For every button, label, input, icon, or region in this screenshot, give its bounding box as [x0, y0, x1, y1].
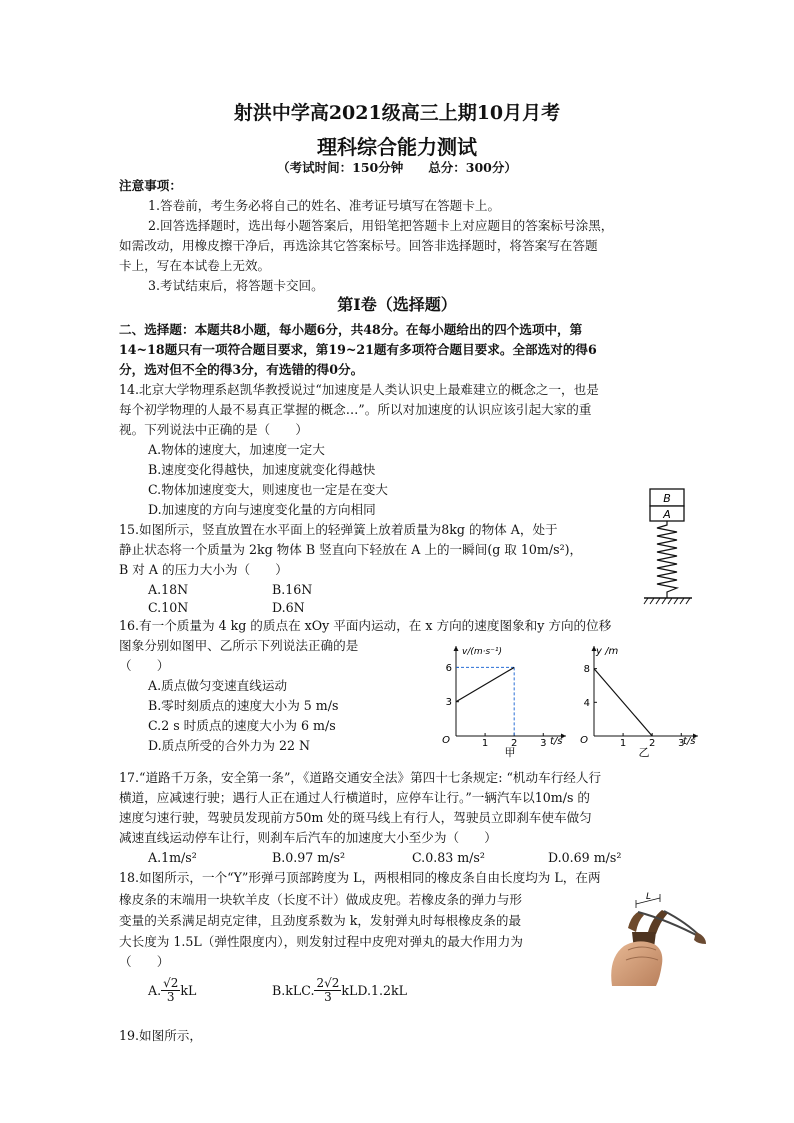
notice-line: 3.考试结束后，将答题卡交回。 — [148, 278, 324, 293]
q18-options-bcd — [272, 972, 407, 1008]
chart-yi — [578, 640, 708, 760]
spring — [657, 521, 677, 598]
q17-option-b: B.0.97 m/s² — [272, 850, 345, 865]
origin-label: O — [442, 735, 450, 746]
chart-jia — [440, 640, 570, 760]
section-title: 第I卷（选择题） — [337, 295, 457, 314]
instruction-line: 14~18题只有一项符合题目要求，第19~21题有多项符合题目要求。全部选对的得6 — [119, 342, 597, 357]
q15-stem: 15.如图所示，竖直放置在水平面上的轻弹簧上放着质量为8kg 的物体 A，处于 — [119, 522, 558, 537]
q17-option-c: C.0.83 m/s² — [412, 850, 485, 865]
notice-line: 1.答卷前，考生务必将自己的姓名、准考证号填写在答题卡上。 — [148, 198, 501, 213]
q16-stem: 图象分别如图甲、乙所示下列说法正确的是 — [119, 638, 359, 653]
y-tick-label: 4 — [583, 697, 590, 709]
chart-title: 甲 — [504, 746, 516, 759]
y-tick-label: 6 — [445, 662, 452, 674]
q16-option-b: B.零时刻质点的速度大小为 5 m/s — [148, 698, 339, 713]
notice-line: 2.回答选择题时，选出每小题答案后，用铅笔把答题卡上对应题目的答案标号涂黑， — [148, 218, 614, 233]
q17-option-a: A.1m/s² — [148, 850, 197, 865]
x-tick-label: 2 — [648, 738, 656, 749]
q16-stem: （ ） — [119, 658, 170, 673]
chart-title: 乙 — [638, 746, 650, 759]
y-axis-label: v/(m·s⁻¹) — [462, 647, 503, 657]
x-axis-label: t/s — [683, 736, 696, 747]
instruction-line: 二、选择题：本题共8小题，每小题6分，共48分。在每小题给出的四个选项中，第 — [119, 322, 583, 337]
x-tick-label: 3 — [678, 738, 685, 749]
y-tick-label: 8 — [583, 664, 590, 676]
origin-label: O — [580, 735, 588, 746]
q14-stem: 每个初学物理的人最不易真正掌握的概念…”。所以对加速度的认识应该引起大家的重 — [119, 402, 592, 417]
q18-option-bc-prefix: B.kLC. — [272, 982, 315, 998]
y-tick-label: 3 — [445, 697, 452, 709]
span-label: L — [646, 892, 652, 902]
q14-option-a: A.物体的速度大，加速度一定大 — [148, 442, 325, 457]
q18-option-a-suffix: kL — [180, 982, 197, 998]
x-tick-label: 3 — [540, 738, 547, 749]
ground-hatch — [644, 598, 690, 604]
q16-option-d: D.质点所受的合外力为 22 N — [148, 738, 311, 753]
q17-stem: 17.“道路千万条，安全第一条”，《道路交通安全法》第四十七条规定: “机动车行经人行 — [119, 770, 602, 785]
q18-stem: 橡皮条的末端用一块软羊皮（长度不计）做成皮兜。若橡皮条的弹力与形 — [119, 892, 522, 907]
notice-heading: 注意事项： — [119, 178, 182, 193]
q14-stem: 14.北京大学物理系赵凯华教授说过“加速度是人类认识史上最难建立的概念之一，也是 — [119, 382, 599, 397]
q17-option-d: D.0.69 m/s² — [548, 850, 622, 865]
q15-option-d: D.6N — [272, 600, 305, 615]
block-a-label: A — [663, 508, 671, 521]
q16-stem: 16.有一个质量为 4 kg 的质点在 xOy 平面内运动，在 x 方向的速度图象和y 方向的位移 — [119, 618, 612, 633]
notice-line: 如需改动，用橡皮擦干净后，再选涂其它答案标号。回答非选择题时，将答案写在答题 — [119, 238, 598, 253]
slingshot-figure — [598, 888, 710, 986]
exam-subtitle: 理科综合能力测试 — [317, 135, 477, 159]
fraction-numerator: 2√2 — [316, 975, 340, 990]
q15-option-b: B.16N — [272, 582, 313, 597]
instruction-line: 分，选对但不全的得3分，有选错的得0分。 — [119, 362, 364, 377]
q18-option-a — [148, 972, 196, 1008]
q17-stem: 减速直线运动停车让行，则刹车后汽车的加速度大小至少为（ ） — [119, 830, 497, 845]
q18-stem: 变量的关系满足胡克定律，且劲度系数为 k，发射弹丸时每根橡皮条的最 — [119, 913, 522, 928]
q18-option-c-fraction — [314, 977, 341, 1004]
x-tick-label: 1 — [619, 738, 627, 749]
q14-option-c: C.物体加速度变大，则速度也一定是在变大 — [148, 482, 388, 497]
q15-stem: B 对 A 的压力大小为（ ） — [119, 562, 288, 577]
q19-stem: 19.如图所示， — [119, 1028, 202, 1043]
block-b-label: B — [663, 492, 671, 505]
q18-stem: 大长度为 1.5L（弹性限度内），则发射过程中皮兜对弹丸的最大作用力为 — [119, 934, 523, 949]
q15-option-c: C.10N — [148, 600, 189, 615]
q16-option-a: A.质点做匀变速直线运动 — [148, 678, 288, 693]
q18-option-a-fraction — [161, 977, 180, 1004]
q14-option-d: D.加速度的方向与速度变化量的方向相同 — [148, 502, 376, 517]
y-axis-label: y /m — [596, 646, 619, 657]
q18-option-c-suffix: kLD.1.2kL — [341, 982, 408, 998]
q17-stem: 横道，应减速行驶；遇行人正在通过人行横道时，应停车让行。”一辆汽车以10m/s 的 — [119, 790, 591, 805]
q14-stem: 视。下列说法中正确的是（ ） — [119, 422, 308, 437]
spring-figure — [640, 486, 700, 606]
q18-option-a-prefix: A. — [148, 982, 162, 998]
q18-stem: 18.如图所示，一个“Y”形弹弓顶部跨度为 L，两根相同的橡皮条自由长度均为 L，在两 — [119, 870, 601, 885]
fraction-denominator: 3 — [166, 989, 175, 1004]
x-axis-label: t/s — [550, 736, 563, 747]
x-tick-label: 2 — [510, 738, 518, 749]
q15-option-a: A.18N — [148, 582, 189, 597]
series-line — [594, 669, 652, 736]
q15-stem: 静止状态将一个质量为 2kg 物体 B 竖直向下轻放在 A 上的一瞬间(g 取 10m/s²)， — [119, 542, 583, 557]
exam-title: 射洪中学高2021级高三上期10月月考 — [233, 102, 561, 124]
notice-line: 卡上，写在本试卷上无效。 — [119, 258, 271, 273]
exam-info: （考试时间：150分钟 总分：300分） — [277, 160, 517, 175]
series-line — [456, 667, 514, 701]
q14-option-b: B.速度变化得越快，加速度就变化得越快 — [148, 462, 376, 477]
q17-stem: 速度匀速行驶，驾驶员发现前方50m 处的斑马线上有行人，驾驶员立即刹车使车做匀 — [119, 810, 592, 825]
y-axis-arrow — [454, 646, 459, 651]
x-tick-label: 1 — [481, 738, 489, 749]
q16-option-c: C.2 s 时质点的速度大小为 6 m/s — [148, 718, 336, 733]
q18-stem: （ ） — [119, 954, 170, 969]
fraction-denominator: 3 — [324, 989, 332, 1004]
fraction-numerator: √2 — [163, 975, 179, 990]
